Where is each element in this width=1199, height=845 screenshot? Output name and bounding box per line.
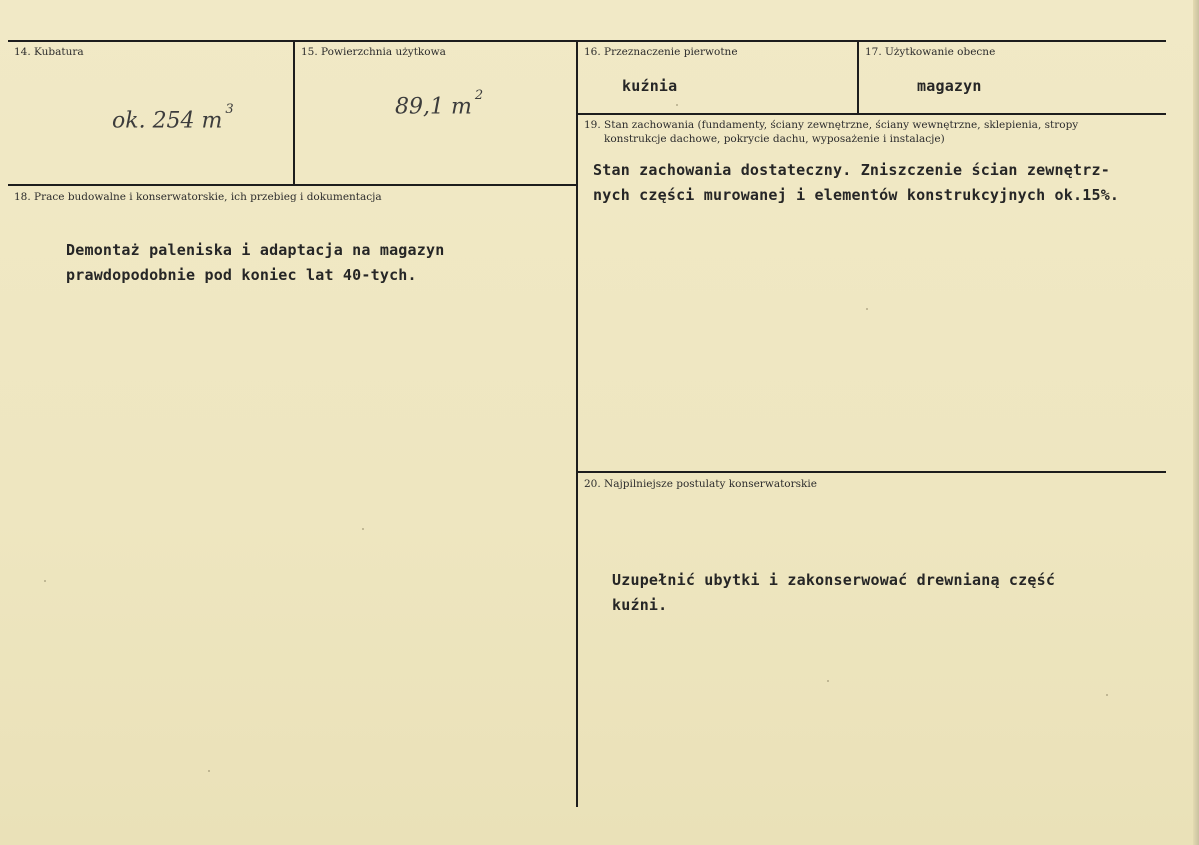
field-18-label: 18. Prace budowalne i konserwatorskie, ich przebieg i dokumentacja [14,191,382,203]
rule-under-14-15 [8,184,576,186]
field-19-label-1: 19. Stan zachowania (fundamenty, ściany zewnętrzne, ściany wewnętrzne, sklepienia, stropy [584,119,1079,131]
field-15-sup: 2 [474,88,484,103]
field-19-line-1: Stan zachowania dostateczny. Zniszczenie ścian zewnętrz- [593,161,1110,179]
divider-16-17 [857,42,859,114]
field-17-label: 17. Użytkowanie obecne [865,46,996,58]
field-20-line-2: kuźni. [612,596,668,614]
field-14-text: ok. 254 m [112,108,223,134]
field-16-label: 16. Przeznaczenie pierwotne [584,46,738,58]
field-15-text: 89,1 m [395,94,472,120]
paper-speck [362,528,364,530]
field-19-label-2: konstrukcje dachowe, pokrycie dachu, wyposażenie i instalacje) [604,133,945,145]
paper-speck [827,680,829,682]
field-20-label: 20. Najpilniejsze postulaty konserwatorskie [584,478,817,490]
paper-speck [208,770,210,772]
rule-under-19 [578,471,1166,473]
field-15-label: 15. Powierzchnia użytkowa [301,46,446,58]
field-14-value [112,102,234,134]
paper-speck [44,580,46,582]
field-18-line-1: Demontaż paleniska i adaptacja na magazyn [66,241,445,259]
field-20-line-1: Uzupełnić ubytki i zakonserwować drewnianą część [612,571,1056,589]
paper-speck [1106,694,1108,696]
field-18-line-2: prawdopodobnie pod koniec lat 40-tych. [66,266,417,284]
divider-14-15 [293,42,295,184]
field-15-value [395,88,484,120]
card-edge [1193,0,1199,845]
field-16-value: kuźnia [622,77,678,95]
paper-speck [676,104,678,106]
rule-under-16-17 [578,113,1166,115]
field-14-sup: 3 [225,102,234,117]
paper-speck [866,308,868,310]
field-14-label: 14. Kubatura [14,46,84,58]
field-17-value: magazyn [917,77,982,95]
top-rule [8,40,1166,42]
field-19-line-2: nych części murowanej i elementów konstrukcyjnych ok.15%. [593,186,1120,204]
divider-left-right [576,42,578,807]
